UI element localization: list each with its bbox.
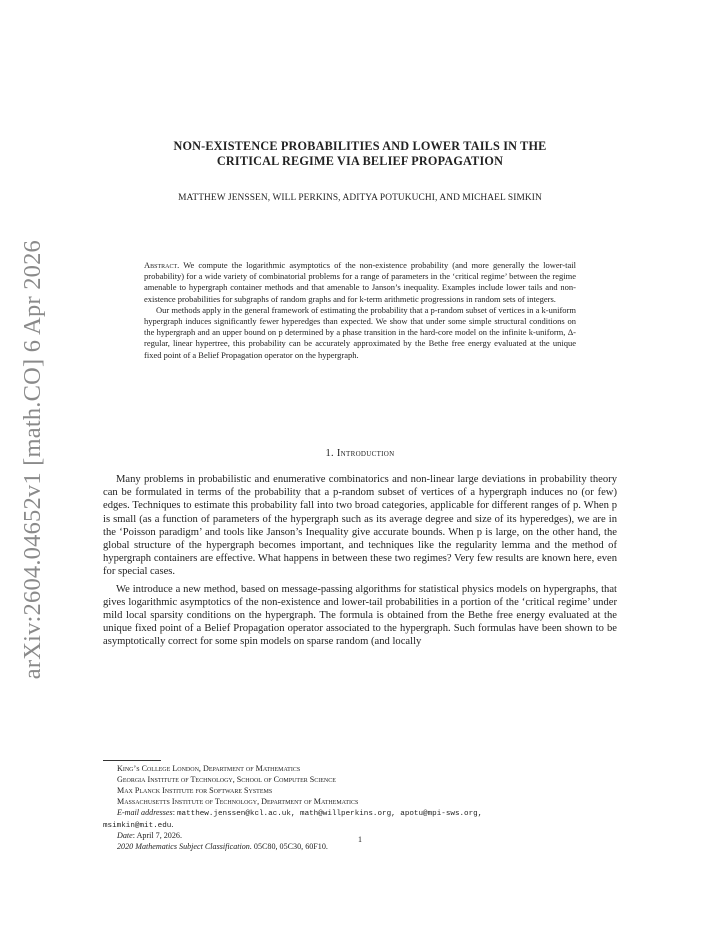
- author-list: MATTHEW JENSSEN, WILL PERKINS, ADITYA POTUKUCHI, AND MICHAEL SIMKIN: [178, 193, 542, 203]
- email-line-continued: msimkin@mit.edu.: [103, 819, 174, 830]
- msc-label: 2020 Mathematics Subject Classification.: [117, 842, 252, 852]
- affiliation-4: Massachusetts Institute of Technology, Department of Mathematics: [117, 796, 359, 806]
- title-line-1: NON-EXISTENCE PROBABILITIES AND LOWER TAILS IN THE: [173, 139, 547, 153]
- date-line: Date: April 7, 2026.: [117, 831, 182, 841]
- email-addresses: matthew.jenssen@kcl.ac.uk, math@willperkins.org, apotu@mpi-sws.org,: [176, 809, 483, 818]
- introduction-body: [103, 473, 617, 649]
- abstract-text-1: We compute the logarithmic asymptotics of the non-existence probability (and more generally the lower-tail probability) for a wide variety of combinatorial problems for a range of parameters in the ‘critical regime’ between the regime amenable to hypergraph container methods and that amenable to Janson’s inequality. Examples include lower tails and non-existence probabilities for subgraphs of random graphs and for k-term arithmetic progressions in random sets of integers.: [144, 260, 576, 304]
- abstract: [144, 260, 576, 361]
- email-address-last: msimkin@mit.edu: [103, 821, 172, 830]
- abstract-paragraph-1: [144, 260, 576, 305]
- page-number: 1: [358, 835, 362, 844]
- affiliation-3: Max Planck Institute for Software Systems: [117, 785, 273, 795]
- arxiv-identifier-text: arXiv:2604.04652v1 [math.CO] 6 Apr 2026: [19, 240, 46, 680]
- date-value: April 7, 2026.: [136, 831, 182, 841]
- body-paragraph-1: Many problems in probabilistic and enumerative combinatorics and non-linear large deviations in probability theory can be formulated in terms of the probability that a p-random subset of vertices of a hypergraph induces no (or few) edges. Techniques to estimate this probability fall into two broad categories, applicable for different ranges of p. When p is small (as a function of parameters of the hypergraph such as its average degree and size of its hyperedges), we are in the ‘Poisson paradigm’ and tools like Janson’s Inequality give accurate bounds. When p is large, on the other hand, the global structure of the hypergraph becomes important, and techniques like the regularity lemma and the method of hypergraph containers are effective. What happens in between these two regimes? Very few results are known here, even for special cases.: [103, 474, 617, 578]
- msc-codes: 05C80, 05C30, 60F10.: [253, 842, 328, 852]
- paper-title: [100, 139, 620, 169]
- date-label: Date: [117, 831, 133, 841]
- body-paragraph-2: We introduce a new method, based on message-passing algorithms for statistical physics models on hypergraphs, that gives logarithmic asymptotics of the non-existence and lower-tail probabilities in a portion of the ‘critical regime’ under mild local sparsity conditions on the hypergraph. The formula is obtained from the Bethe free energy evaluated at the unique fixed point of a Belief Propagation operator associated to the hypergraph. Such formulas have been shown to be asymptotically correct for some spin models on sparse random (and locally: [103, 583, 617, 648]
- abstract-paragraph-2: Our methods apply in the general framework of estimating the probability that a p-random subset of vertices in a k-uniform hypergraph induces significantly fewer hyperedges than expected. We show that under some simple structural conditions on the hypergraph and an upper bound on p determined by a phase transition in the hard-core model on the infinite k-uniform, Δ-regular, linear hypertree, this probability can be accurately approximated by the Bethe free energy evaluated at the unique fixed point of a Belief Propagation operator on the hypergraph.: [144, 304, 576, 360]
- footnote-rule: [103, 760, 161, 761]
- email-label: E-mail addresses: [117, 807, 173, 817]
- arxiv-identifier-stamp: [14, 240, 52, 680]
- email-line: E-mail addresses: matthew.jenssen@kcl.ac.uk, math@willperkins.org, apotu@mpi-sws.org,: [117, 807, 483, 818]
- title-line-2: CRITICAL REGIME VIA BELIEF PROPAGATION: [216, 154, 504, 168]
- abstract-label: Abstract.: [144, 260, 180, 270]
- affiliation-2: Georgia Institute of Technology, School of Computer Science: [117, 774, 336, 784]
- affiliation-1: King’s College London, Department of Mathematics: [117, 764, 301, 773]
- section-heading: 1. Introduction: [325, 448, 395, 459]
